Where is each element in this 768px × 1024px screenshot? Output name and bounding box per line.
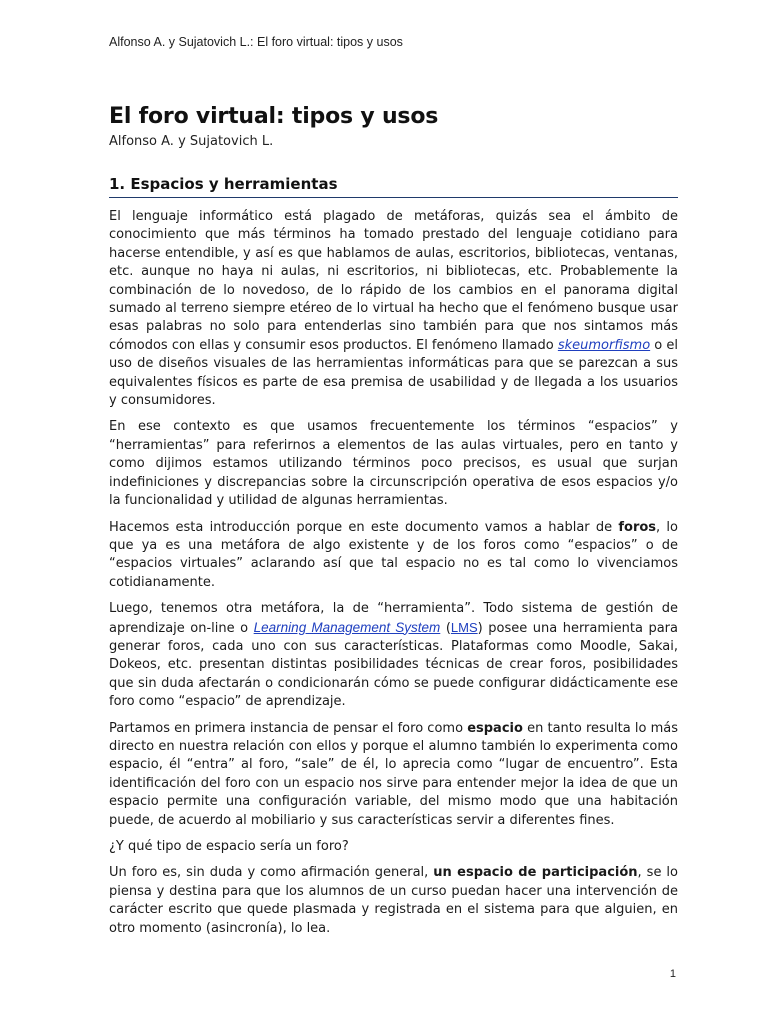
paragraph-7-text-a: Un foro es, sin duda y como afirmación general, xyxy=(109,865,434,881)
paragraph-1 xyxy=(109,208,678,410)
paragraph-3-text-a: Hacemos esta introducción porque en este documento vamos a hablar de xyxy=(109,519,619,535)
lms-abbreviation[interactable]: LMS xyxy=(450,619,478,635)
running-header: Alfonso A. y Sujatovich L.: El foro virtual: tipos y usos xyxy=(109,35,403,49)
paragraph-1-text-a: El lenguaje informático está plagado de metáforas, quizás sea el ámbito de conocimiento que más términos ha tomado prestado del lenguaje cotidiano para hacerse entendible, y así es que hablamos de aulas, escritorios, bibliotecas, ventanas, etc. aunque no haya ni aulas, ni escritorios, ni bibliotecas, etc. Probablemente la combinación de lo novedoso, de lo rápido de los cambios en el panorama digital sumado al terreno siempre etéreo de lo virtual ha hecho que el fenómeno busque usar esas palabras no solo para entenderlas sino también para que nos sintamos más cómodos con ellas y consumir esos productos. El fenómeno llamado xyxy=(109,209,678,353)
document-authors: Alfonso A. y Sujatovich L. xyxy=(109,134,274,149)
section-heading: 1. Espacios y herramientas xyxy=(109,175,678,198)
paragraph-7-text-b: , se lo piensa y destina para que los alumnos de un curso puedan hacer una intervención de carácter escrito que quede plasmada y registrada en el sistema para que alguien, en otro momento (asincronía), lo lea. xyxy=(109,865,678,936)
paragraph-4-text-a: Luego, tenemos otra metáfora, la de “herramienta”. Todo sistema de gestión de aprendizaje on-line o xyxy=(109,601,678,636)
paragraph-2: En ese contexto es que usamos frecuentemente los términos “espacios” y “herramientas” para referirnos a elementos de las aulas virtuales, pero en tanto y como dijimos estamos utilizando términos poco precisos, es usual que surjan indefiniciones y discrepancias sobre la circunscripción operativa de esos espacios y/o la funcionalidad y utilidad de algunas herramientas. xyxy=(109,419,678,509)
paragraph-4-text-b: ) posee una herramienta para generar foros, cada uno con sus características. Plataformas como Moodle, Sakai, Dokeos, etc. presentan distintas posibilidades técnicas de crear foros, posibilidades que sin duda afectarán o condicionarán cómo se puede configurar didácticamente ese foro como “espacio” de aprendizaje. xyxy=(109,620,678,710)
lms-link[interactable]: Learning Management System xyxy=(253,619,441,635)
paragraph-7 xyxy=(109,864,678,938)
foros-bold: foros xyxy=(618,519,657,535)
espacio-bold: espacio xyxy=(467,720,523,736)
paragraph-5-text-b: en tanto resulta lo más directo en nuestra relación con ellos y porque el alumno también lo experimenta como espacio, él “entra” al foro, “sale” de él, lo aprecia como “lugar de encuentro”. Esta identificación del foro con un espacio nos sirve para entender mejor la idea de que un espacio permite una configuración variable, del mismo modo que una habitación puede, de acuerdo al mobiliario y sus características servir a diferentes fines. xyxy=(109,720,678,828)
paragraph-1-text-b: o el uso de diseños visuales de las herramientas informáticas para que se parezcan a sus equivalentes físicos es parte de esa premisa de usabilidad y de llegada a los usuarios y consumidores. xyxy=(109,337,678,409)
skeumorfismo-link[interactable]: skeumorfismo xyxy=(557,337,651,353)
paragraph-5-text-a: Partamos en primera instancia de pensar el foro como xyxy=(109,720,468,736)
page-number: 1 xyxy=(669,968,676,980)
paragraph-5 xyxy=(109,720,678,830)
body-text xyxy=(109,208,678,946)
paragraph-4 xyxy=(109,600,678,711)
paragraph-3-text-b: , lo que ya es una metáfora de algo existente y de los foros como “espacios” o de “espacios virtuales” aclarando así que tal espacio no es tal como lo vivenciamos cotidianamente. xyxy=(109,519,678,590)
document-title: El foro virtual: tipos y usos xyxy=(109,104,439,129)
paragraph-3 xyxy=(109,519,678,593)
participacion-bold: un espacio de participación xyxy=(433,865,638,881)
paragraph-4-paren: ( xyxy=(440,620,451,636)
paragraph-6: ¿Y qué tipo de espacio sería un foro? xyxy=(109,839,349,854)
